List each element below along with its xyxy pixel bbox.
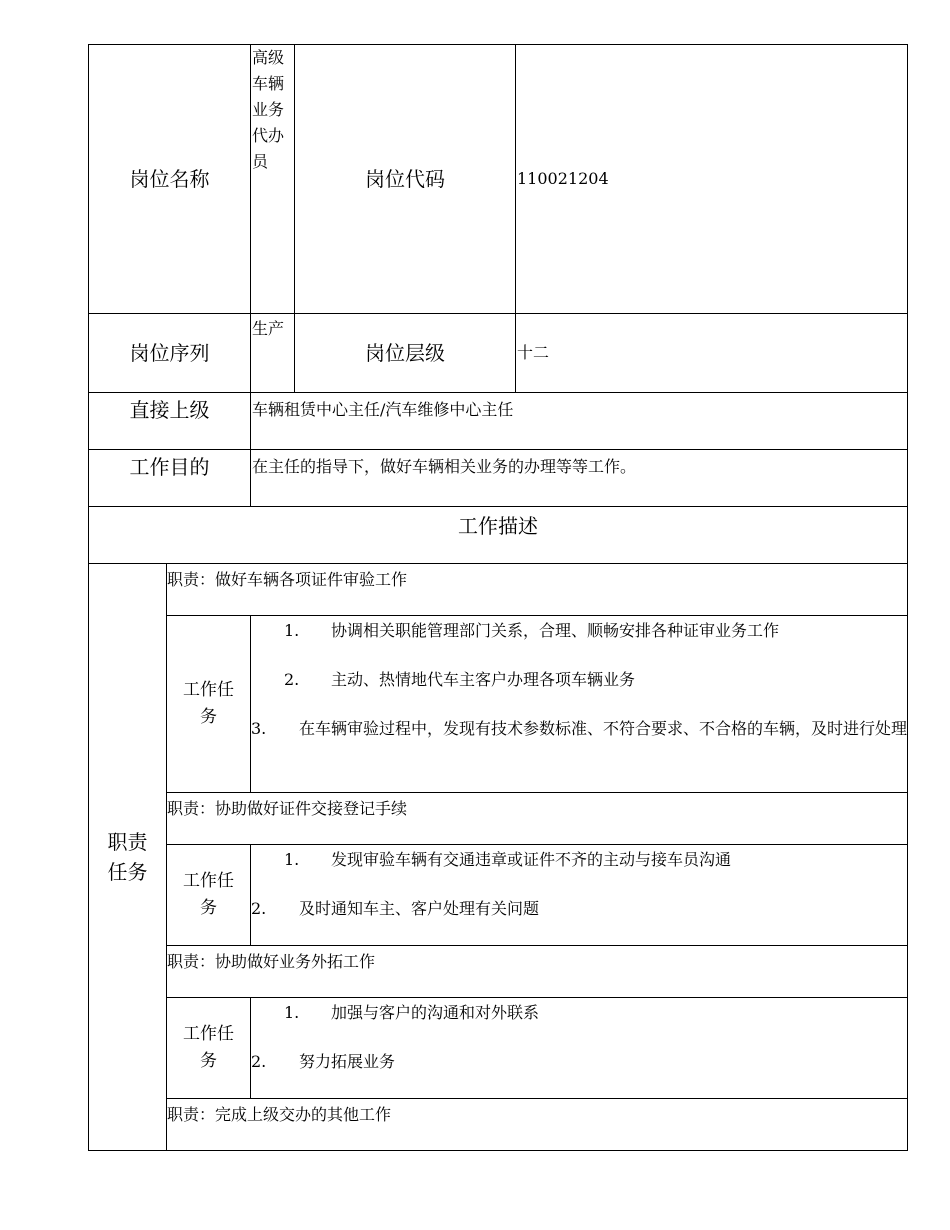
duty-title: 职责：协助做好证件交接登记手续	[167, 793, 908, 845]
position-code-label: 岗位代码	[295, 45, 516, 314]
task-label-text: 工作任务	[183, 680, 234, 727]
duty-title: 职责：协助做好业务外拓工作	[167, 946, 908, 998]
task-text: 加强与客户的沟通和对外联系	[331, 1003, 540, 1022]
task-text: 主动、热情地代车主客户办理各项车辆业务	[331, 670, 636, 689]
description-title: 工作描述	[89, 507, 908, 564]
task-number: 1.	[284, 621, 300, 640]
purpose-label: 工作目的	[89, 450, 251, 507]
task-label-text: 工作任务	[183, 871, 234, 918]
superior-value: 车辆租赁中心主任/汽车维修中心主任	[251, 393, 908, 450]
task-text: 协调相关职能管理部门关系，合理、顺畅安排各种证审业务工作	[331, 621, 780, 640]
task-label-text: 工作任务	[183, 1024, 234, 1071]
duty-row	[89, 564, 908, 616]
position-name-value: 高级车辆业务代办员	[251, 45, 295, 314]
task-item	[251, 667, 907, 693]
task-number: 3.	[251, 719, 267, 738]
sequence-label: 岗位序列	[89, 314, 251, 393]
position-code-value: 110021204	[516, 45, 908, 314]
task-row	[89, 845, 908, 946]
row-position-name	[89, 45, 908, 314]
task-item	[251, 896, 907, 922]
task-item	[251, 847, 907, 873]
task-text: 发现审验车辆有交通违章或证件不齐的主动与接车员沟通	[331, 850, 732, 869]
task-number: 1.	[284, 1003, 300, 1022]
duty-title: 职责：完成上级交办的其他工作	[167, 1099, 908, 1151]
task-list	[251, 998, 908, 1099]
task-text: 及时通知车主、客户处理有关问题	[299, 899, 540, 918]
task-number: 1.	[284, 850, 300, 869]
task-item	[251, 618, 907, 644]
job-description-form	[88, 44, 907, 1151]
task-number: 2.	[251, 899, 267, 918]
duty-row	[89, 946, 908, 998]
purpose-value: 在主任的指导下，做好车辆相关业务的办理等等工作。	[251, 450, 908, 507]
task-label	[167, 998, 251, 1099]
task-text: 在车辆审验过程中，发现有技术参数标准、不符合要求、不合格的车辆，及时进行处理	[299, 719, 908, 738]
task-list	[251, 616, 908, 793]
task-text: 努力拓展业务	[299, 1052, 396, 1071]
task-number: 2.	[284, 670, 300, 689]
task-number: 2.	[251, 1052, 267, 1071]
level-value: 十二	[516, 314, 908, 393]
task-item	[251, 716, 907, 742]
task-list	[251, 845, 908, 946]
duties-label	[89, 564, 167, 1151]
task-row	[89, 616, 908, 793]
task-label	[167, 616, 251, 793]
row-description-title	[89, 507, 908, 564]
row-superior	[89, 393, 908, 450]
row-sequence	[89, 314, 908, 393]
duty-row	[89, 1099, 908, 1151]
job-description-table	[88, 44, 908, 1151]
task-item	[251, 1000, 907, 1026]
task-row	[89, 998, 908, 1099]
position-name-label: 岗位名称	[89, 45, 251, 314]
duty-title: 职责：做好车辆各项证件审验工作	[167, 564, 908, 616]
superior-label: 直接上级	[89, 393, 251, 450]
task-label	[167, 845, 251, 946]
task-item	[251, 1049, 907, 1075]
sequence-value: 生产	[251, 314, 295, 393]
duty-row	[89, 793, 908, 845]
level-label: 岗位层级	[295, 314, 516, 393]
row-purpose	[89, 450, 908, 507]
duties-label-text: 职责任务	[107, 830, 148, 884]
